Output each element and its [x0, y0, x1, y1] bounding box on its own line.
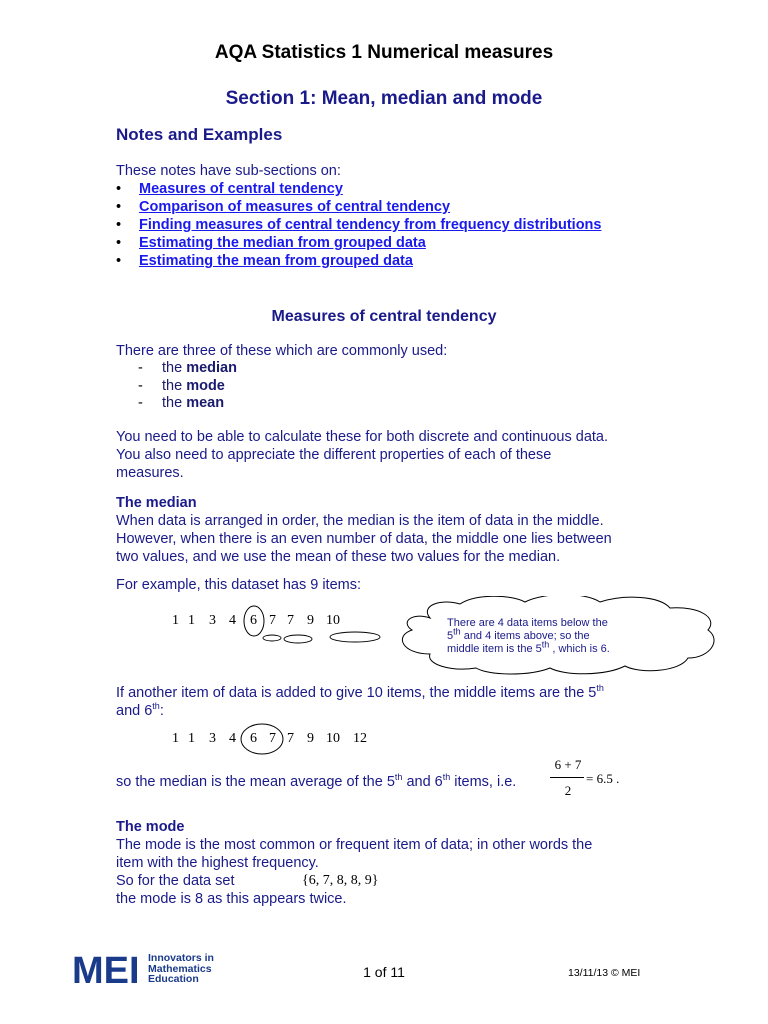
toc-item	[116, 180, 601, 198]
central-paragraph: You need to be able to calculate these for both discrete and continuous data. You also need to appreciate the different properties of each of these measures.	[116, 429, 609, 481]
data-value: 3	[209, 613, 216, 628]
thought-bubble-dot	[263, 635, 281, 641]
toc-item	[116, 198, 601, 216]
fraction-denominator: 2	[564, 783, 572, 798]
median-result-line: so the median is the mean average of the 5th and 6th items, i.e.	[116, 772, 517, 790]
median-circle	[244, 606, 264, 636]
term-mode: mode	[186, 377, 225, 394]
toc-item	[116, 216, 601, 234]
mode-heading: The mode	[116, 819, 185, 835]
data-value: 1	[188, 613, 195, 628]
toc-link-mean-grouped[interactable]: Estimating the mean from grouped data	[139, 253, 413, 269]
list-item: - the mean	[138, 395, 225, 411]
logo-letters: MEI	[72, 951, 140, 987]
document-title: AQA Statistics 1 Numerical measures	[214, 42, 554, 63]
median-heading: The median	[116, 495, 197, 511]
toc-item	[116, 234, 601, 252]
thought-bubble-dot	[284, 635, 312, 643]
data-value: 1	[188, 731, 195, 746]
page-number: 1 of 11	[363, 964, 405, 980]
data-value: 10	[326, 613, 340, 628]
toc-list	[116, 180, 601, 270]
notes-heading: Notes and Examples	[116, 125, 283, 144]
data-value: 7	[287, 731, 294, 746]
callout-text: There are 4 data items below the 5th and 4 items above; so the middle item is the 5th , which is 6.	[447, 617, 610, 655]
data-value: 4	[229, 731, 236, 746]
data-value: 7	[287, 613, 294, 628]
fraction-numerator: 6 + 7	[554, 757, 582, 772]
term-mean: mean	[186, 395, 225, 411]
intro-text: These notes have sub-sections on:	[116, 163, 341, 179]
logo-caption: Innovators in Mathematics Education	[148, 952, 214, 985]
data-value: 1	[172, 613, 179, 628]
data-value: 9	[307, 731, 314, 746]
even-count-paragraph: If another item of data is added to give 10 items, the middle items are the 5th and 6th:	[116, 683, 604, 719]
mode-paragraph: The mode is the most common or frequent item of data; in other words the item with the highest frequency. So for the data set {6, 7, 8, 8, 9} the mode is 8 as this appears twice.	[116, 837, 593, 907]
toc-link-comparison[interactable]: Comparison of measures of central tendency	[139, 199, 451, 215]
fraction-bar	[550, 777, 584, 778]
data-value: 7	[269, 613, 276, 628]
data-value: 1	[172, 731, 179, 746]
footer-date: 13/11/13 © MEI	[568, 967, 641, 979]
thought-bubble-dot	[330, 632, 380, 642]
section-title: Section 1: Mean, median and mode	[225, 88, 543, 109]
toc-link-frequency[interactable]: Finding measures of central tendency from frequency distributions	[139, 217, 602, 233]
fraction-result: = 6.5 .	[586, 771, 620, 786]
toc-link-measures[interactable]: Measures of central tendency	[139, 181, 343, 197]
toc-item	[116, 252, 601, 270]
central-tendency-heading: Measures of central tendency	[271, 308, 497, 325]
middle-items-circle	[241, 724, 283, 754]
central-lead: There are three of these which are commonly used:	[116, 343, 448, 359]
data-value-median: 6	[250, 613, 257, 628]
list-item: - the mode	[138, 377, 225, 394]
data-value: 12	[353, 731, 367, 746]
data-value: 10	[326, 731, 340, 746]
measures-list	[138, 360, 237, 413]
example-lead: For example, this dataset has 9 items:	[116, 577, 361, 593]
data-value-middle: 7	[269, 731, 276, 746]
toc-link-median-grouped[interactable]: Estimating the median from grouped data	[139, 235, 426, 251]
mode-dataset: {6, 7, 8, 8, 9}	[302, 873, 379, 888]
data-value: 9	[307, 613, 314, 628]
middle-items-circle-graphic	[240, 722, 290, 758]
data-value-middle: 6	[250, 731, 257, 746]
term-median: median	[186, 360, 237, 376]
data-value: 3	[209, 731, 216, 746]
median-paragraph: When data is arranged in order, the median is the item of data in the middle. However, when there is an even number of data, the middle one lies between two values, and we use the mean of these two values for the median.	[116, 513, 612, 565]
list-item: - the median	[138, 360, 237, 376]
data-value: 4	[229, 613, 236, 628]
